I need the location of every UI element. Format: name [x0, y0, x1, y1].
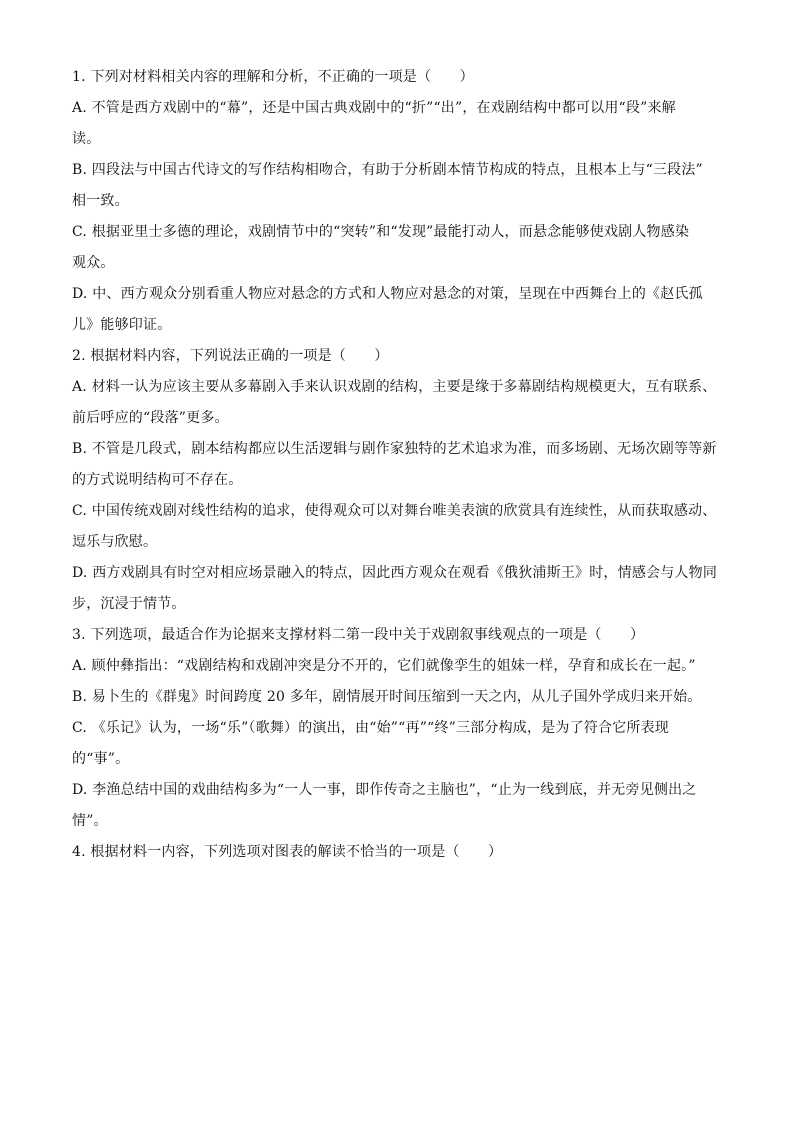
q1-option-d-line-1: D. 中、西方观众分别看重人物应对悬念的方式和人物应对悬念的对策，呈现在中西舞台上的《赵氏孤 [72, 286, 703, 302]
question-1-stem: 1. 下列对材料相关内容的理解和分析，不正确的一项是（ ） [72, 69, 474, 85]
q3-option-a: A. 顾仲彝指出：“戏剧结构和戏剧冲突是分不开的，它们就像孪生的姐妹一样，孕育和成长在一起。” [72, 658, 696, 674]
question-3-stem: 3. 下列选项，最适合作为论据来支撑材料二第一段中关于戏剧叙事线观点的一项是（ ） [72, 627, 645, 643]
question-4-stem: 4. 根据材料一内容，下列选项对图表的解读不恰当的一项是（ ） [72, 844, 503, 860]
q2-option-b-line-2: 的方式说明结构可不存在。 [72, 472, 243, 488]
q1-option-c-line-1: C. 根据亚里士多德的理论，戏剧情节中的“突转”和“发现”最能打动人，而悬念能够使戏剧人物感染 [72, 224, 690, 240]
q1-option-c-line-2: 观众。 [72, 255, 115, 271]
q3-option-c-line-2: 的“事”。 [72, 751, 130, 767]
q1-option-b-line-2: 相一致。 [72, 193, 129, 209]
q3-option-d-line-2: 情”。 [72, 813, 108, 829]
q1-option-b-line-1: B. 四段法与中国古代诗文的写作结构相吻合，有助于分析剧本情节构成的特点，且根本上与“三段法” [72, 162, 703, 178]
q2-option-a-line-1: A. 材料一认为应该主要从多幕剧入手来认识戏剧的结构，主要是缘于多幕剧结构规模更大，互有联系、 [72, 379, 717, 395]
q2-option-b-line-1: B. 不管是几段式，剧本结构都应以生活逻辑与剧作家独特的艺术追求为准，而多场剧、无场次剧等等新 [72, 441, 717, 457]
question-2-stem: 2. 根据材料内容，下列说法正确的一项是（ ） [72, 348, 389, 364]
q1-option-d-line-2: 儿》能够印证。 [72, 317, 172, 333]
q2-option-d-line-1: D. 西方戏剧具有时空对相应场景融入的特点，因此西方观众在观看《俄狄浦斯王》时，情感会与人物同 [72, 565, 718, 581]
q1-option-a-line-1: A. 不管是西方戏剧中的“幕”，还是中国古典戏剧中的“折”“出”，在戏剧结构中都可以用“段”来解 [72, 100, 676, 116]
q2-option-d-line-2: 步，沉浸于情节。 [72, 596, 186, 612]
q3-option-c-line-1: C. 《乐记》认为，一场“乐”（歌舞）的演出，由“始”“再”“终”三部分构成，是为了符合它所表现 [72, 720, 669, 736]
document-page [72, 62, 724, 868]
q2-option-c-line-1: C. 中国传统戏剧对线性结构的追求，使得观众可以对舞台唯美表演的欣赏具有连续性，从而获取感动、 [72, 503, 717, 519]
q3-option-d-line-1: D. 李渔总结中国的戏曲结构多为“一人一事，即作传奇之主脑也”，“止为一线到底，并无旁见侧出之 [72, 782, 697, 798]
q1-option-a-line-2: 读。 [72, 131, 101, 147]
q3-option-b: B. 易卜生的《群鬼》时间跨度 20 多年，剧情展开时间压缩到一天之内，从儿子国外学成归来开始。 [72, 689, 702, 705]
q2-option-c-line-2: 逗乐与欣慰。 [72, 534, 158, 550]
q2-option-a-line-2: 前后呼应的“段落”更多。 [72, 410, 229, 426]
